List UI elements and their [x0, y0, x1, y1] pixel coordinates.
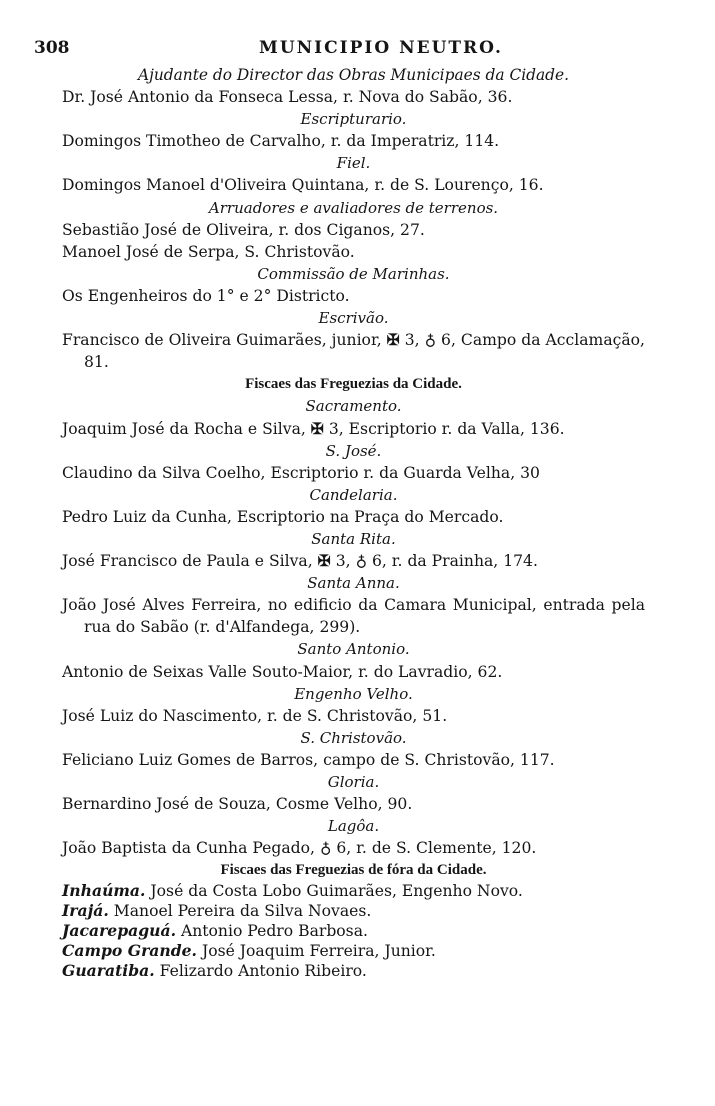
parish-place: Campo Grande. — [62, 941, 197, 961]
cross-icon: ✠ — [386, 330, 400, 350]
entry-text: 3, Escriptorio r. da Valla, 136. — [328, 419, 565, 438]
parish-entry: Feliciano Luiz Gomes de Barros, campo de S. Christovão, 117. — [62, 750, 555, 769]
section-heading-fiscaes-cidade: Fiscaes das Freguezias da Cidade. — [245, 376, 462, 393]
outer-parish-entry — [62, 961, 645, 981]
entry-text: Francisco de Oliveira Guimarães, junior, — [62, 331, 382, 350]
parish-officer: Manoel Pereira da Silva Novaes. — [113, 902, 372, 921]
entry-escripturario: Domingos Timotheo de Carvalho, r. da Imperatriz, 114. — [62, 132, 500, 151]
cross-icon: ✠ — [317, 551, 331, 571]
entry-commissao: Os Engenheiros do 1° e 2° Districto. — [62, 286, 350, 305]
parish-name: Santa Rita. — [311, 529, 396, 548]
parish-entry — [62, 418, 645, 440]
parish-name: Santo Antonio. — [297, 640, 410, 659]
parish-name: Lagôa. — [327, 817, 380, 836]
section-heading-fiscaes-fora: Fiscaes das Freguezias de fóra da Cidade. — [220, 862, 487, 879]
parish-officer: Antonio Pedro Barbosa. — [180, 922, 368, 941]
parish-name: Gloria. — [327, 773, 380, 791]
entry-text: João Baptista da Cunha Pegado, — [62, 839, 315, 858]
running-title: MUNICIPIO NEUTRO. — [259, 38, 503, 58]
parish-place: Irajá. — [62, 901, 109, 921]
parish-name: Candelaria. — [309, 485, 398, 504]
entry-escrivao — [62, 329, 645, 373]
page-header — [34, 38, 674, 66]
page-number: 308 — [34, 38, 70, 58]
entry-text: Joaquim José da Rocha e Silva, — [62, 419, 306, 438]
parish-name: Sacramento. — [305, 397, 402, 416]
parish-entry: José Luiz do Nascimento, r. de S. Christovão, 51. — [62, 706, 448, 725]
entry-text: 6, r. da Prainha, 174. — [371, 552, 538, 571]
medal-icon: ♁ — [424, 330, 437, 350]
outer-parish-entry — [62, 941, 645, 961]
parish-entry — [62, 837, 645, 859]
parish-place: Guaratiba. — [62, 961, 155, 981]
entry-text: 6, r. de S. Clemente, 120. — [336, 839, 537, 858]
cross-icon: ✠ — [310, 418, 324, 438]
entry-text: 3, — [335, 552, 351, 571]
parish-entry: Bernardino José de Souza, Cosme Velho, 90. — [62, 795, 413, 814]
parish-name: S. José. — [325, 441, 382, 460]
page-body — [62, 64, 645, 981]
parish-name: Santa Anna. — [307, 574, 400, 593]
parish-officer: José Joaquim Ferreira, Junior. — [201, 942, 436, 961]
section-heading-arruadores: Arruadores e avaliadores de terrenos. — [208, 198, 499, 217]
parish-entry: Antonio de Seixas Valle Souto-Maior, r. do Lavradio, 62. — [62, 662, 503, 681]
medal-icon: ♁ — [355, 551, 367, 571]
parish-entry: Claudino da Silva Coelho, Escriptorio r. da Guarda Velha, 30 — [62, 463, 540, 482]
outer-parish-entry — [62, 901, 645, 921]
section-heading-ajudante: Ajudante do Director das Obras Municipaes da Cidade. — [137, 66, 570, 84]
parish-place: Jacarepaguá. — [62, 921, 176, 941]
parish-name: Engenho Velho. — [294, 684, 413, 703]
parish-name: S. Christovão. — [300, 728, 407, 747]
parish-officer: José da Costa Lobo Guimarães, Engenho Novo. — [150, 882, 523, 901]
outer-parish-entry — [62, 881, 645, 901]
parish-officer: Felizardo Antonio Ribeiro. — [159, 962, 367, 981]
entry-text: 6, Campo da Acclamação, 81. — [84, 331, 646, 372]
entry-fiel: Domingos Manoel d'Oliveira Quintana, r. de S. Lourenço, 16. — [62, 176, 544, 195]
entry-text: 3, — [404, 331, 420, 350]
entry-text: José Francisco de Paula e Silva, — [62, 552, 313, 571]
section-heading-fiel: Fiel. — [336, 154, 371, 173]
parish-place: Inhaúma. — [62, 881, 146, 901]
outer-parish-entry — [62, 921, 645, 941]
parish-entry — [62, 550, 645, 572]
entry-ajudante: Dr. José Antonio da Fonseca Lessa, r. Nova do Sabão, 36. — [62, 88, 513, 107]
parish-entry: Pedro Luiz da Cunha, Escriptorio na Praça do Mercado. — [62, 507, 504, 526]
section-heading-escrivao: Escrivão. — [318, 309, 389, 328]
section-heading-commissao: Commissão de Marinhas. — [257, 264, 450, 283]
section-heading-escripturario: Escripturario. — [300, 110, 407, 129]
entry-arruador-1: Sebastião José de Oliveira, r. dos Ciganos, 27. — [62, 220, 425, 239]
medal-icon: ♁ — [319, 838, 332, 858]
entry-arruador-2: Manoel José de Serpa, S. Christovão. — [62, 242, 355, 261]
parish-entry: João José Alves Ferreira, no edificio da Camara Municipal, entrada pela rua do Sabão (r. d'Alfandega, 299). — [62, 596, 645, 637]
